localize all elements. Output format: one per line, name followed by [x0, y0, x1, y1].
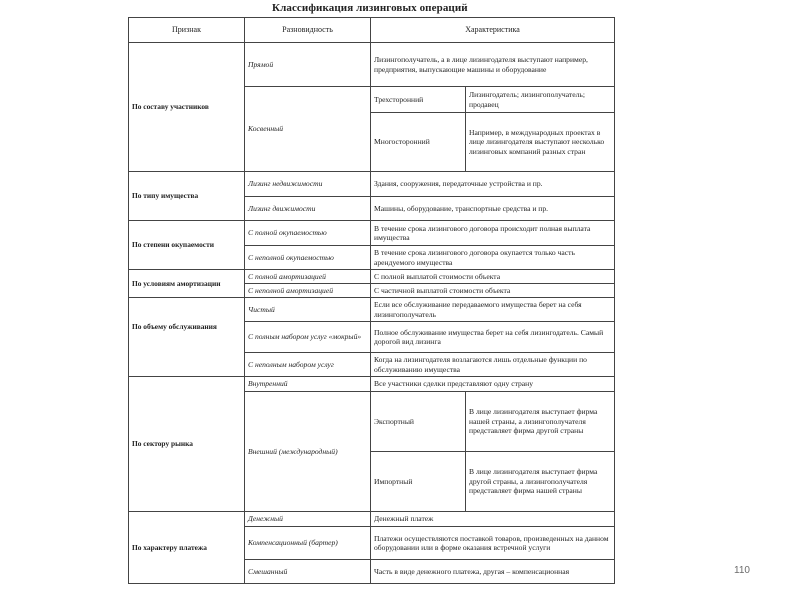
description-cell: Денежный платеж: [371, 512, 615, 527]
table-row: [129, 43, 615, 87]
subkind-cell: Трехсторонний: [371, 87, 466, 113]
description-cell: С частичной выплатой стоимости объекта: [371, 284, 615, 298]
table-row: [129, 172, 615, 197]
leasing-classification-table: [128, 17, 615, 584]
description-cell: Когда на лизингодателя возлагаются лишь отдельные функции по обслуживанию имущества: [371, 353, 615, 377]
kind-cell: Лизинг движимости: [245, 197, 371, 221]
table-row: [129, 270, 615, 284]
kind-cell: Внутренний: [245, 377, 371, 392]
description-cell: Часть в виде денежного платежа, другая – компенсационная: [371, 560, 615, 584]
table-row: [129, 512, 615, 527]
kind-cell: Денежный: [245, 512, 371, 527]
subkind-cell: Экспортный: [371, 392, 466, 452]
description-cell: Лизингополучатель, а в лице лизингодателя выступают например, предприятия, выпускающие машины и оборудование: [371, 43, 615, 87]
kind-cell: Компенсационный (бартер): [245, 527, 371, 560]
description-cell: В течение срока лизингового договора окупается только часть арендуемого имущества: [371, 246, 615, 270]
header-kind: Разновидность: [245, 18, 371, 43]
kind-cell: С неполной амортизацией: [245, 284, 371, 298]
feature-cell: По объему обслуживания: [129, 298, 245, 377]
description-cell: Здания, сооружения, передаточные устройства и пр.: [371, 172, 615, 197]
feature-cell: По условиям амортизации: [129, 270, 245, 298]
kind-cell: С полным набором услуг «мокрый»: [245, 322, 371, 353]
table-row: [129, 298, 615, 322]
kind-cell: Прямой: [245, 43, 371, 87]
subkind-cell: Многосторонний: [371, 113, 466, 172]
table-title: Классификация лизинговых операций: [272, 2, 468, 14]
description-cell: С полной выплатой стоимости объекта: [371, 270, 615, 284]
kind-cell: Чистый: [245, 298, 371, 322]
kind-cell: С полной амортизацией: [245, 270, 371, 284]
subkind-cell: Импортный: [371, 452, 466, 512]
header-feature: Признак: [129, 18, 245, 43]
description-cell: Полное обслуживание имущества берет на себя лизингодатель. Самый дорогой вид лизинга: [371, 322, 615, 353]
kind-cell: С полной окупаемостью: [245, 221, 371, 246]
feature-cell: По степени окупаемости: [129, 221, 245, 270]
table-header-row: [129, 18, 615, 43]
header-description: Характеристика: [371, 18, 615, 43]
description-cell: Машины, оборудование, транспортные средства и пр.: [371, 197, 615, 221]
table-row: [129, 221, 615, 246]
kind-cell: С неполной окупаемостью: [245, 246, 371, 270]
kind-cell: Смешанный: [245, 560, 371, 584]
description-cell: Например, в международных проектах в лице лизингодателя выступают несколько лизинговых компаний разных стран: [466, 113, 615, 172]
description-cell: Лизингодатель; лизингополучатель; продавец: [466, 87, 615, 113]
kind-cell: Внешний (международный): [245, 392, 371, 512]
page-number: 110: [734, 565, 750, 576]
description-cell: В течение срока лизингового договора происходит полная выплата имущества: [371, 221, 615, 246]
table-row: [129, 377, 615, 392]
description-cell: В лице лизингодателя выступает фирма другой страны, а лизингополучателя представляет фирма нашей страны: [466, 452, 615, 512]
description-cell: Платежи осуществляются поставкой товаров, произведенных на данном оборудовании или в форме оказания встречной услуги: [371, 527, 615, 560]
kind-cell: Косвенный: [245, 87, 371, 172]
description-cell: Все участники сделки представляют одну страну: [371, 377, 615, 392]
kind-cell: С неполным набором услуг: [245, 353, 371, 377]
description-cell: В лице лизингодателя выступает фирма нашей страны, а лизингополучателя представляет фирма другой страны: [466, 392, 615, 452]
feature-cell: По составу участников: [129, 43, 245, 172]
description-cell: Если все обслуживание передаваемого имущества берет на себя лизингополучатель: [371, 298, 615, 322]
feature-cell: По характеру платежа: [129, 512, 245, 584]
kind-cell: Лизинг недвижимости: [245, 172, 371, 197]
feature-cell: По сектору рынка: [129, 377, 245, 512]
feature-cell: По типу имущества: [129, 172, 245, 221]
